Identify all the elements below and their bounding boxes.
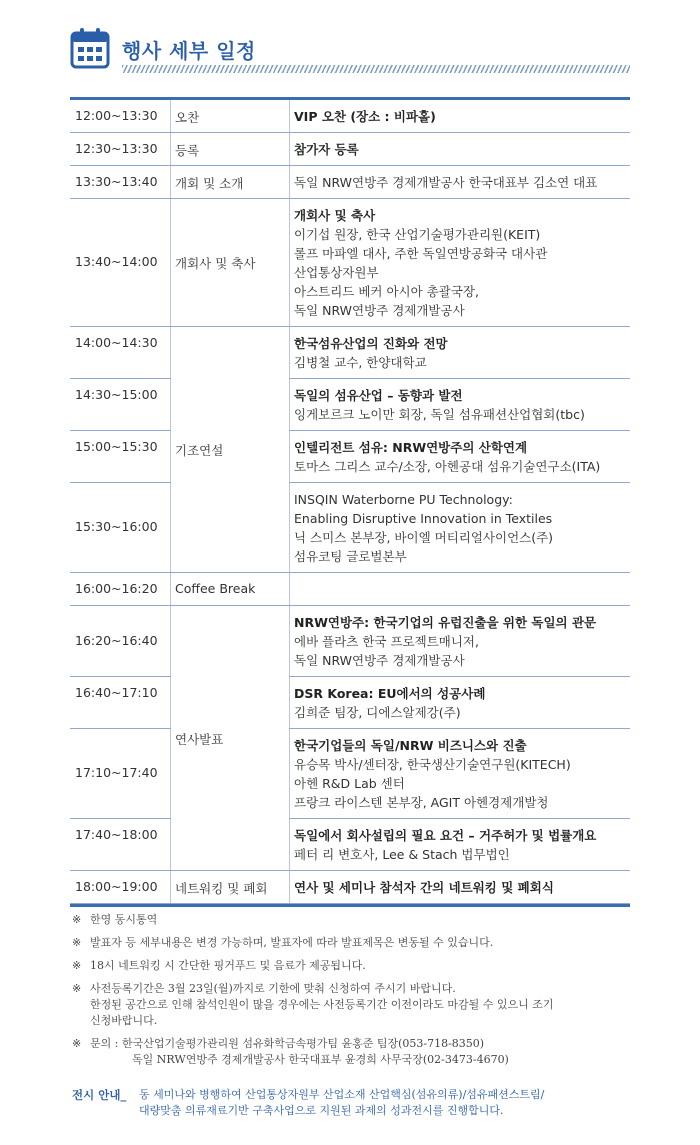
row-content-line: 연사 및 세미나 참석자 간의 네트워킹 및 폐회식 bbox=[294, 880, 554, 895]
table-row bbox=[70, 606, 630, 677]
note-food: ※ 18시 네트워킹 시 간단한 핑거푸드 및 음료가 제공됩니다. bbox=[72, 959, 366, 972]
schedule-table bbox=[70, 97, 630, 907]
table-row bbox=[70, 431, 630, 483]
merge-cover bbox=[171, 676, 289, 678]
row-content-line: 김병철 교수, 한양대학교 bbox=[294, 355, 427, 370]
row-content-line: 참가자 등록 bbox=[294, 142, 359, 157]
table-row bbox=[70, 729, 630, 819]
row-time: 12:00~13:30 bbox=[75, 108, 158, 123]
row-time: 13:30~13:40 bbox=[75, 174, 158, 189]
row-time: 15:30~16:00 bbox=[75, 519, 158, 534]
row-content-line: 독일의 섬유산업 – 동향과 발전 bbox=[294, 388, 463, 403]
notes bbox=[72, 912, 632, 1075]
row-category: 개회 및 소개 bbox=[175, 176, 244, 191]
row-content-line: NRW연방주: 한국기업의 유럽진출을 위한 독일의 관문 bbox=[294, 615, 597, 630]
row-content-line: 개회사 및 축사 bbox=[294, 208, 376, 223]
row-content-line: 독일 NRW연방주 경제개발공사 한국대표부 김소연 대표 bbox=[294, 175, 598, 190]
row-category: 개회사 및 축사 bbox=[175, 256, 256, 271]
row-time: 14:00~14:30 bbox=[75, 335, 158, 350]
row-time: 13:40~14:00 bbox=[75, 254, 158, 269]
table-row bbox=[70, 327, 630, 379]
merged-category: 연사발표 bbox=[175, 731, 224, 747]
row-content-line: 유승목 박사/센터장, 한국생산기술연구원(KITECH) bbox=[294, 757, 571, 772]
row-content-line: 롤프 마파엘 대사, 주한 독일연방공화국 대사관 bbox=[294, 246, 548, 261]
row-content-line: 아헨 R&D Lab 센터 bbox=[294, 776, 405, 791]
row-time: 16:40~17:10 bbox=[75, 685, 158, 700]
exhibit-line: 동 세미나와 병행하여 산업통상자원부 산업소재 산업핵심(섬유의류)/섬유패션스트림/ bbox=[139, 1088, 545, 1101]
section-header bbox=[70, 27, 630, 75]
merge-cover bbox=[171, 818, 289, 820]
row-content-line: 독일 NRW연방주 경제개발공사 bbox=[294, 653, 465, 668]
row-time: 15:00~15:30 bbox=[75, 439, 158, 454]
row-time: 16:00~16:20 bbox=[75, 581, 158, 596]
row-category: 오찬 bbox=[175, 110, 200, 125]
exhibit-line: 대량맞춤 의류재료기반 구축사업으로 지원된 과제의 성과전시를 진행합니다. bbox=[139, 1104, 504, 1117]
table-row bbox=[70, 100, 630, 133]
row-content-line: DSR Korea: EU에서의 성공사례 bbox=[294, 686, 486, 701]
row-content-line: INSQIN Waterborne PU Technology: bbox=[294, 492, 513, 507]
row-content-line: VIP 오찬 (장소 : 비파홀) bbox=[294, 109, 436, 124]
row-content-line: 독일 NRW연방주 경제개발공사 bbox=[294, 303, 465, 318]
row-content-line: 한국섬유산업의 진화와 전망 bbox=[294, 336, 448, 351]
table-row bbox=[70, 483, 630, 573]
table-row bbox=[70, 199, 630, 327]
row-content-line: 산업통상자원부 bbox=[294, 265, 379, 280]
note-interpretation: ※ 한영 동시통역 bbox=[72, 913, 158, 926]
table-row bbox=[70, 573, 630, 606]
merge-cover bbox=[171, 378, 289, 380]
table-row bbox=[70, 133, 630, 166]
row-content-line: 섬유코팅 글로벌본부 bbox=[294, 549, 407, 564]
merge-cover bbox=[171, 430, 289, 432]
title-underline bbox=[122, 65, 630, 73]
table-row bbox=[70, 677, 630, 729]
row-content-line: 잉게보르크 노이만 회장, 독일 섬유패션산업협회(tbc) bbox=[294, 407, 585, 422]
row-time: 17:10~17:40 bbox=[75, 765, 158, 780]
row-time: 16:20~16:40 bbox=[75, 632, 158, 648]
note-contact: ※ 문의 : 한국산업기술평가관리원 섬유화학금속평가팀 윤홍준 팀장(053-718-8350) 독일 NRW연방주 경제개발공사 한국대표부 윤경희 사무국장(02-3473-4670) bbox=[72, 1037, 509, 1066]
row-category: 등록 bbox=[175, 143, 200, 158]
row-content-line: Enabling Disruptive Innovation in Textiles bbox=[294, 511, 553, 526]
row-content-line: 김희준 팀장, 디에스알제강(주) bbox=[294, 705, 461, 720]
row-content-line: 토마스 그리스 교수/소장, 아헨공대 섬유기술연구소(ITA) bbox=[294, 459, 601, 474]
row-time: 18:00~19:00 bbox=[75, 879, 158, 894]
merge-cover bbox=[171, 482, 289, 484]
table-row bbox=[70, 871, 630, 904]
table-row bbox=[70, 379, 630, 431]
table-row bbox=[70, 166, 630, 199]
row-time: 14:30~15:00 bbox=[75, 387, 158, 402]
row-time: 12:30~13:30 bbox=[75, 141, 158, 156]
row-category: 네트워킹 및 폐회 bbox=[175, 881, 268, 896]
row-content-line: 아스트리드 베커 아시아 총괄국장, bbox=[294, 284, 479, 299]
row-content-line: 독일에서 회사설립의 필요 요건 – 거주허가 및 법률개요 bbox=[294, 828, 597, 843]
note-registration: ※ 사전등록기간은 3월 23일(월)까지로 기한에 맞춰 신청하여 주시기 바랍니다. 한정된 공간으로 인해 참석인원이 많을 경우에는 사전등록기간 이전이라도 마감될 수 있으니 조기 신청바랍니다. bbox=[72, 982, 554, 1027]
row-content-line bbox=[294, 580, 630, 599]
row-content-line: 페터 리 변호사, Lee & Stach 법무법인 bbox=[294, 847, 510, 862]
note-change: ※ 발표자 등 세부내용은 변경 가능하며, 발표자에 따라 발표제목은 변동될 수 있습니다. bbox=[72, 936, 494, 949]
exhibit-notice bbox=[72, 1087, 632, 1119]
calendar-icon bbox=[70, 27, 110, 71]
row-content-line: 프랑크 라이스텐 본부장, AGIT 아헨경제개발청 bbox=[294, 795, 549, 810]
row-content-line: 닉 스미스 본부장, 바이엘 머티리얼사이언스(주) bbox=[294, 530, 554, 545]
row-content-line: 한국기업들의 독일/NRW 비즈니스와 진출 bbox=[294, 738, 527, 753]
page-title: 행사 세부 일정 bbox=[122, 39, 256, 63]
exhibit-label: 전시 안내_ bbox=[72, 1088, 127, 1102]
row-content-line: 이기섭 원장, 한국 산업기술평가관리원(KEIT) bbox=[294, 227, 541, 242]
row-content-line: 에바 플라츠 한국 프로젝트매니저, bbox=[294, 634, 479, 649]
row-content-line: 인텔리전트 섬유: NRW연방주의 산학연계 bbox=[294, 440, 528, 455]
row-category: Coffee Break bbox=[175, 581, 256, 596]
table-row bbox=[70, 819, 630, 871]
row-time: 17:40~18:00 bbox=[75, 827, 158, 842]
merged-category: 기조연설 bbox=[175, 443, 224, 458]
